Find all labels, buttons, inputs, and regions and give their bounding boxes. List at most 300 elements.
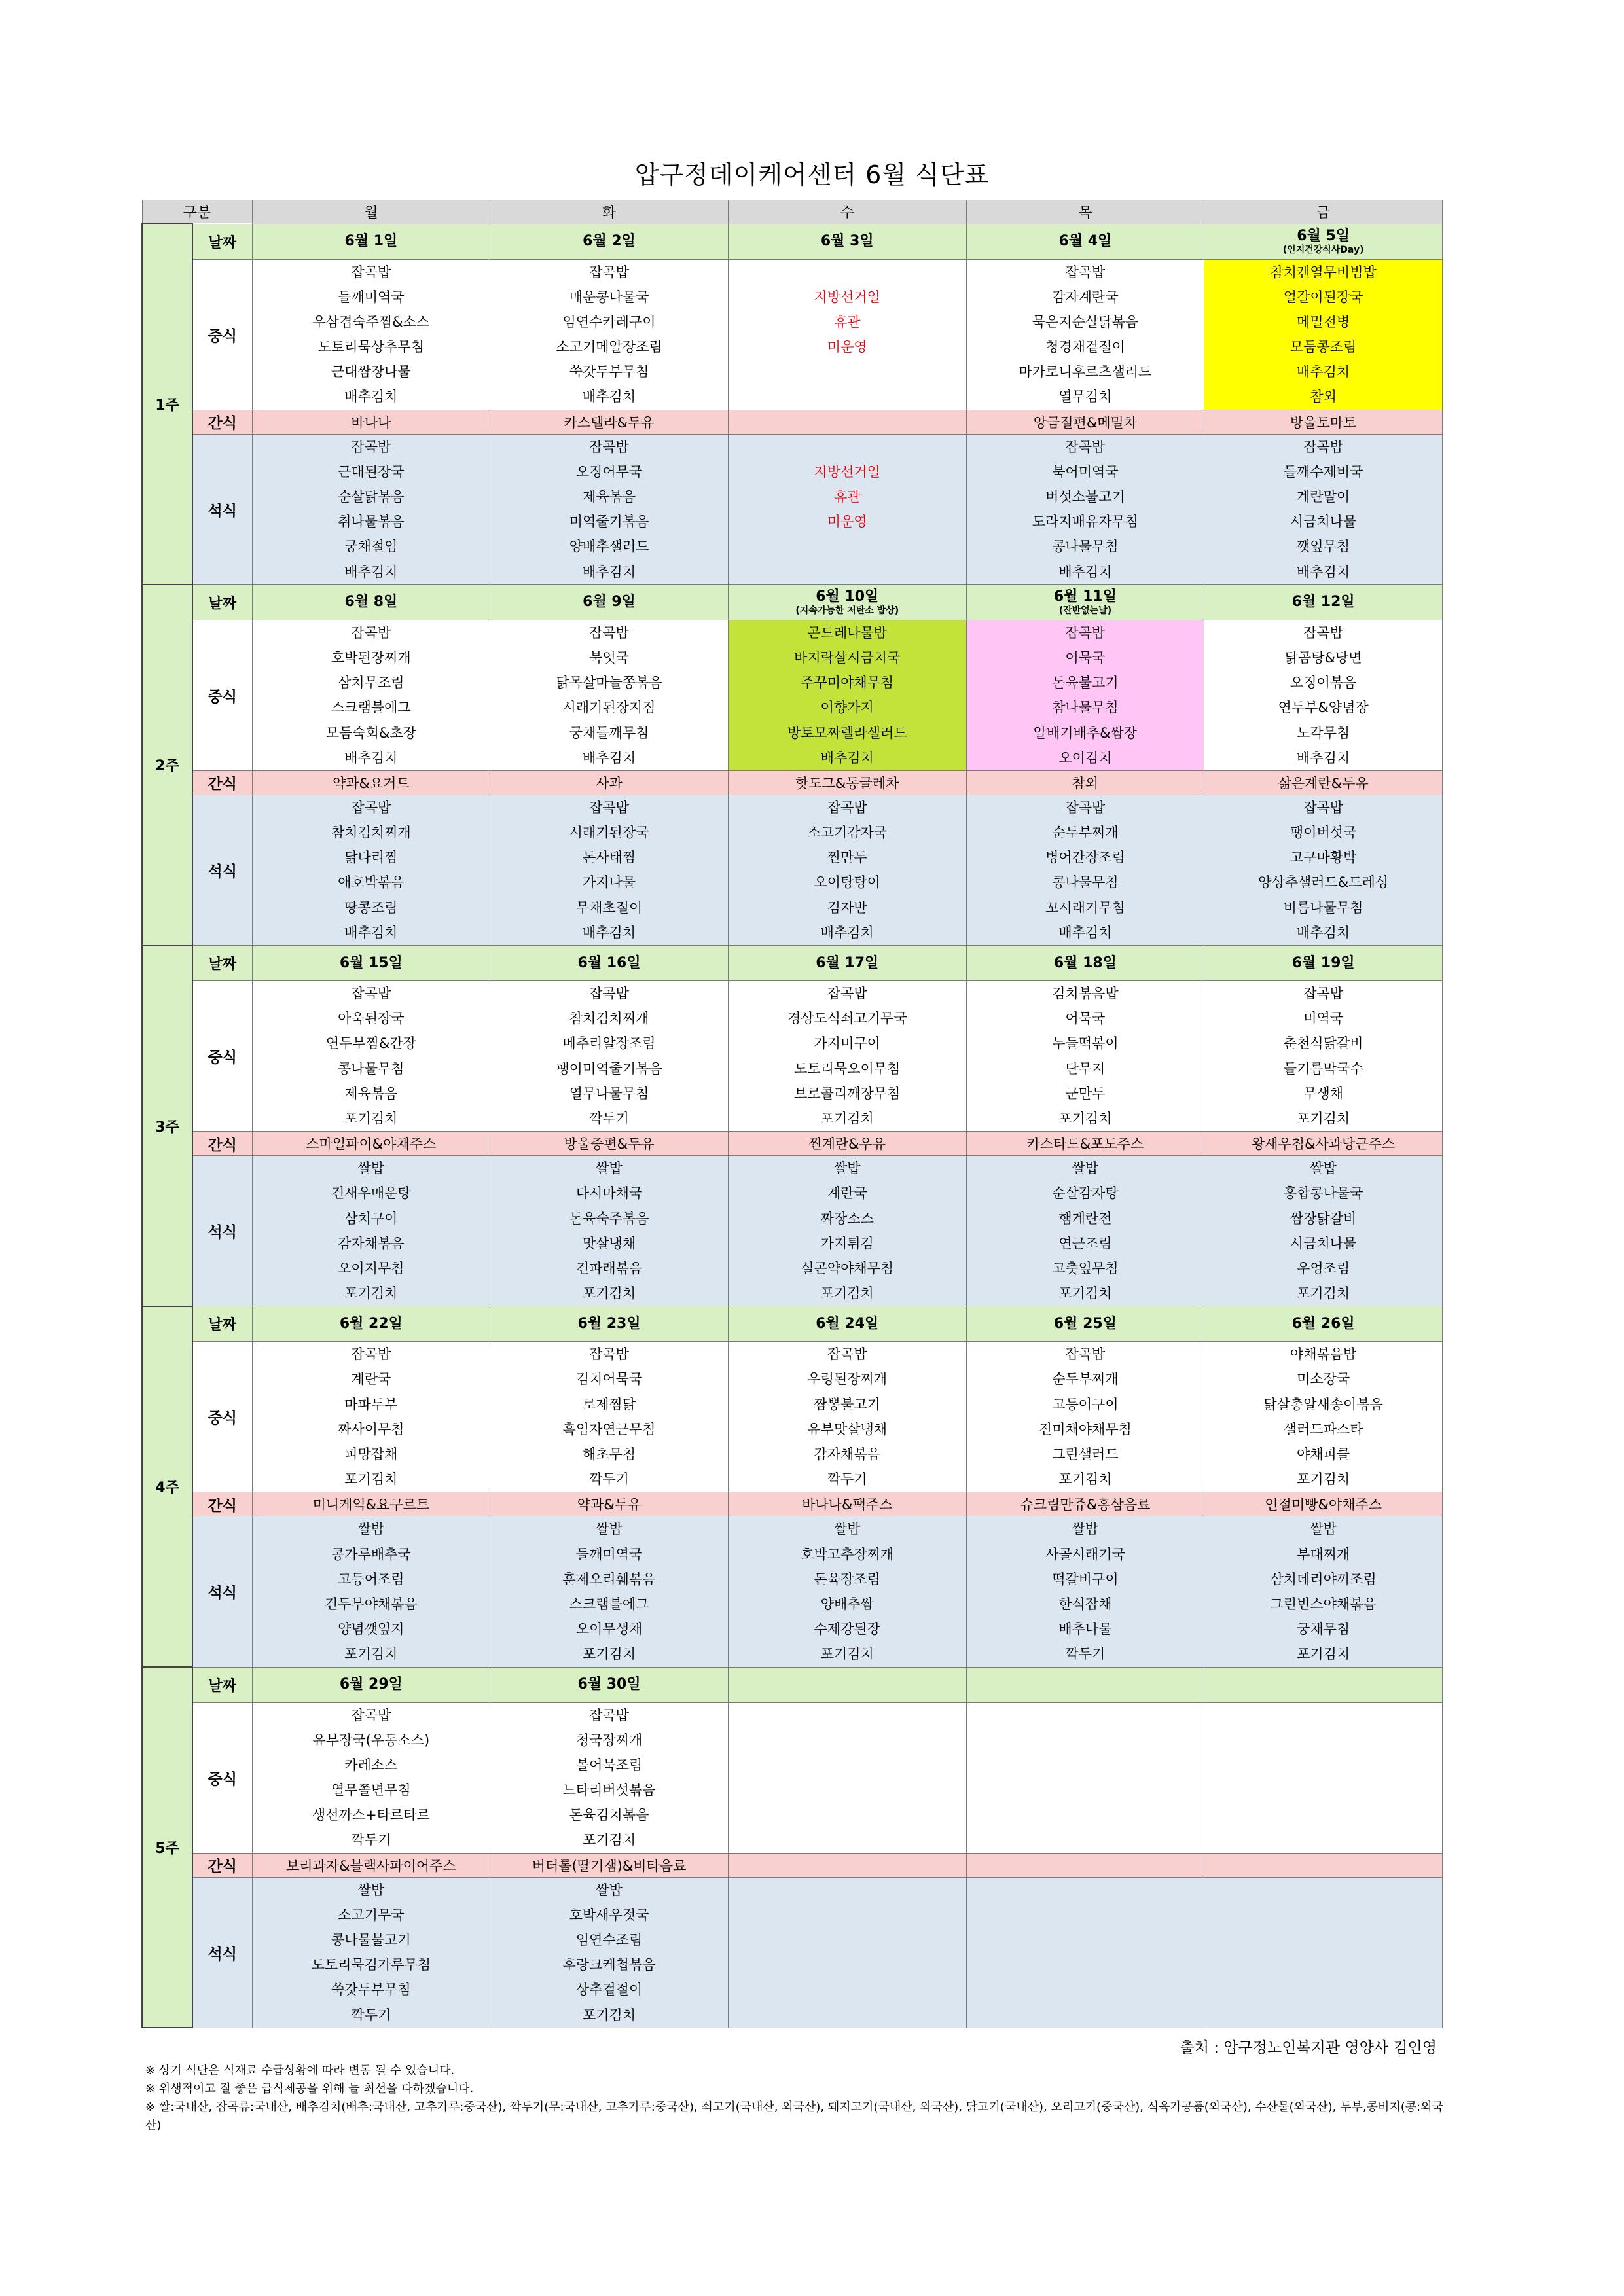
snack-cell-tue: 방울증편&두유: [490, 1132, 729, 1156]
menu-item: 취나물볶음: [338, 514, 405, 530]
menu-item: 묵은지순살닭볶음: [1032, 314, 1139, 330]
menu-item: 계란국: [827, 1185, 867, 1202]
menu-item: 누들떡볶이: [1052, 1035, 1119, 1052]
lunch-cell-thu: [966, 620, 1204, 770]
menu-item: [729, 560, 966, 584]
menu-item: 포기김치: [820, 1285, 874, 1302]
menu-item: [1204, 1803, 1442, 1827]
snack-cell-fri: 인절미빵&야채주스: [1204, 1492, 1443, 1516]
menu-item: 버섯소불고기: [1045, 489, 1125, 505]
menu-item: 소고기무국: [338, 1907, 405, 1923]
menu-item: 잡곡밥: [1303, 624, 1344, 641]
snack-cell-mon: 스마일파이&야채주스: [252, 1132, 490, 1156]
menu-item: 소고기메알장조림: [556, 339, 662, 355]
snack-cell-tue: 약과&두유: [490, 1492, 729, 1516]
menu-item: [967, 1903, 1204, 1928]
menu-item: 참치김치찌개: [569, 1011, 649, 1027]
lunch-row: [142, 981, 1443, 1132]
menu-item: 쌀밥: [1072, 1521, 1099, 1537]
lunch-label: 중식: [192, 981, 252, 1132]
lunch-cell-tue: [490, 1342, 729, 1492]
date-cell-fri: [1204, 1667, 1443, 1702]
menu-item: 쌀밥: [1310, 1521, 1337, 1537]
notes: [145, 2062, 1448, 2135]
date-label: 날짜: [192, 1667, 252, 1702]
snack-cell-mon: 미니케익&요구르트: [252, 1492, 490, 1516]
week-label: 4주: [142, 1306, 192, 1667]
menu-item: 어향가지: [820, 700, 874, 716]
menu-item: 잡곡밥: [351, 986, 391, 1001]
menu-item: 미운영: [827, 339, 867, 355]
date-text: 6월 11일: [1053, 588, 1117, 605]
menu-item: 미운영: [827, 514, 867, 530]
menu-item: 콩나물무침: [1052, 874, 1119, 891]
week-label: 1주: [142, 224, 192, 584]
menu-item: 그린샐러드: [1052, 1446, 1119, 1462]
snack-label: 간식: [192, 1132, 252, 1156]
dinner-cell-thu: [966, 1877, 1204, 2028]
date-text: 6월 29일: [339, 1676, 403, 1693]
menu-item: 지방선거일: [814, 289, 880, 305]
dinner-cell-thu: [966, 1156, 1204, 1306]
date-text: 6월 17일: [816, 954, 879, 971]
menu-item: 모둠콩조림: [1290, 339, 1357, 355]
menu-item: 사골시래기국: [1045, 1546, 1125, 1562]
menu-item: 콩나물불고기: [331, 1932, 411, 1948]
menu-item: [1204, 1878, 1442, 1903]
date-cell-thu: [966, 584, 1204, 620]
snack-cell-thu: 카스타드&포도주스: [966, 1132, 1204, 1156]
date-cell-mon: [252, 584, 490, 620]
snack-cell-tue: 버터롤(딸기잼)&비타음료: [490, 1853, 729, 1877]
menu-item: 쌀밥: [596, 1882, 623, 1898]
menu-item: 호박새우젓국: [569, 1907, 649, 1923]
menu-item: 짜장소스: [820, 1210, 874, 1227]
menu-item: 후랑크케첩볶음: [562, 1957, 656, 1973]
menu-item: [1204, 1753, 1442, 1778]
menu-item: 돈육숙주볶음: [569, 1210, 649, 1227]
lunch-cell-tue: [490, 981, 729, 1132]
menu-item: 닭다리찜: [344, 850, 398, 866]
menu-item: 쑥갓두부무침: [331, 1982, 411, 1998]
menu-item: 배추김치: [820, 749, 874, 766]
date-cell-fri: [1204, 224, 1443, 259]
menu-item: 근대쌈장나물: [331, 364, 411, 380]
snack-label: 간식: [192, 1853, 252, 1877]
lunch-cell-tue: [490, 259, 729, 410]
menu-item: 잡곡밥: [827, 986, 867, 1001]
snack-cell-thu: 슈크림만쥬&홍삼음료: [966, 1492, 1204, 1516]
menu-item: 곤드레나물밥: [807, 624, 888, 641]
dinner-row: [142, 1877, 1443, 2028]
menu-item: 고등어조림: [338, 1571, 405, 1587]
menu-item: 잡곡밥: [1303, 799, 1344, 816]
dinner-label: 석식: [192, 434, 252, 584]
menu-item: 실곤약야채무침: [801, 1260, 894, 1276]
dinner-cell-fri: [1204, 434, 1443, 584]
date-cell-mon: [252, 946, 490, 981]
menu-item: 콩나물무침: [338, 1060, 405, 1077]
menu-item: 잡곡밥: [351, 1707, 391, 1723]
menu-item: [729, 1778, 966, 1803]
menu-item: 잡곡밥: [1065, 799, 1106, 816]
lunch-row: [142, 1342, 1443, 1492]
menu-item: 스크램블에그: [331, 700, 411, 716]
dinner-row: [142, 434, 1443, 584]
date-cell-wed: [728, 224, 966, 259]
lunch-cell-wed: [728, 259, 966, 410]
menu-item: 깻잎무침: [1297, 539, 1350, 555]
menu-item: 애호박볶음: [338, 874, 405, 891]
dinner-cell-tue: [490, 1877, 729, 2028]
menu-item: 포기김치: [344, 1471, 398, 1488]
menu-item: 미소장국: [1297, 1371, 1350, 1388]
menu-item: 오이김치: [1058, 749, 1112, 766]
dinner-cell-thu: [966, 1516, 1204, 1667]
snack-label: 간식: [192, 770, 252, 795]
menu-item: 순두부찌개: [1052, 825, 1119, 841]
menu-item: 잡곡밥: [827, 1346, 867, 1363]
menu-item: 오징어볶음: [1290, 675, 1357, 691]
source-credit: 출처 : 압구정노인복지관 영양사 김인영: [1180, 2039, 1437, 2056]
menu-item: 포기김치: [1297, 1285, 1350, 1302]
snack-cell-tue: 카스텔라&두유: [490, 410, 729, 434]
date-cell-mon: [252, 224, 490, 259]
dinner-row: [142, 1516, 1443, 1667]
menu-item: 연두부찜&간장: [325, 1035, 416, 1052]
date-row: [142, 224, 1443, 259]
menu-item: [729, 260, 966, 285]
menu-item: [1204, 2003, 1442, 2028]
menu-item: 깍두기: [827, 1471, 867, 1488]
dinner-cell-tue: [490, 1156, 729, 1306]
menu-item: [1204, 1928, 1442, 1952]
menu-item: 유부장국(우동소스): [312, 1732, 430, 1748]
menu-item: [1204, 1977, 1442, 2002]
menu-item: 소고기감자국: [807, 825, 888, 841]
menu-item: 포기김치: [582, 2007, 636, 2023]
menu-item: 포기김치: [582, 1285, 636, 1302]
snack-row: [142, 1492, 1443, 1516]
menu-item: 계란국: [351, 1371, 391, 1388]
dinner-cell-fri: [1204, 1877, 1443, 2028]
menu-item: 궁채무침: [1297, 1621, 1350, 1638]
menu-item: [729, 1803, 966, 1827]
menu-item: 깍두기: [351, 1832, 391, 1848]
header-tue: 화: [490, 200, 729, 224]
menu-item: 포기김치: [344, 1646, 398, 1662]
menu-item: 시금치나물: [1290, 1235, 1357, 1251]
menu-item: 잡곡밥: [589, 1346, 629, 1363]
menu-item: 가지튀김: [820, 1235, 874, 1251]
lunch-cell-mon: [252, 981, 490, 1132]
menu-item: [729, 1977, 966, 2002]
menu-item: [967, 1778, 1204, 1803]
menu-item: 배추김치: [582, 389, 636, 405]
menu-item: 짬뽕불고기: [814, 1396, 880, 1412]
menu-item: [967, 1952, 1204, 1977]
dinner-cell-thu: [966, 434, 1204, 584]
date-cell-thu: [966, 946, 1204, 981]
menu-item: 짜사이무침: [338, 1421, 405, 1437]
menu-item: 쌀밥: [596, 1160, 623, 1177]
lunch-cell-wed: [728, 981, 966, 1132]
snack-row: [142, 410, 1443, 434]
dinner-cell-tue: [490, 1516, 729, 1667]
menu-item: [729, 359, 966, 384]
menu-item: 어묵국: [1065, 1011, 1106, 1027]
lunch-label: 중식: [192, 1702, 252, 1853]
menu-item: [1204, 1703, 1442, 1728]
menu-item: [729, 1827, 966, 1852]
menu-item: [967, 1703, 1204, 1728]
menu-item: 휴관: [833, 314, 861, 330]
menu-item: 돈사태찜: [582, 850, 636, 866]
menu-item: 우렁된장찌개: [807, 1371, 888, 1388]
menu-item: [1204, 1778, 1442, 1803]
menu-item: 도라지배유자무침: [1032, 514, 1139, 530]
menu-item: 양상추샐러드&드레싱: [1258, 874, 1389, 891]
menu-item: [729, 1753, 966, 1778]
menu-item: 피망잡채: [344, 1446, 398, 1462]
date-text: 6월 23일: [577, 1315, 641, 1332]
menu-item: 삼치구이: [344, 1210, 398, 1227]
menu-item: 북엇국: [589, 649, 629, 666]
menu-item: 쌀밥: [596, 1521, 623, 1537]
menu-item: 팽이미역줄기볶음: [556, 1060, 662, 1077]
menu-item: 잡곡밥: [1065, 439, 1106, 455]
snack-cell-fri: [1204, 1853, 1443, 1877]
menu-item: 해초무침: [582, 1446, 636, 1462]
menu-item: 배추김치: [1297, 749, 1350, 766]
date-row: [142, 584, 1443, 620]
menu-item: 로제찜닭: [582, 1396, 636, 1412]
menu-item: 감자계란국: [1052, 289, 1119, 305]
menu-item: 시래기된장국: [569, 825, 649, 841]
menu-item: 돈육장조림: [814, 1571, 880, 1587]
menu-item: 모듬숙회&초장: [325, 725, 416, 741]
menu-item: [967, 1803, 1204, 1827]
menu-item: 유부맛살냉채: [807, 1421, 888, 1437]
menu-item: 잡곡밥: [351, 264, 391, 280]
menu-item: 쌈장닭갈비: [1290, 1210, 1357, 1227]
snack-cell-wed: [728, 1853, 966, 1877]
snack-cell-mon: 바나나: [252, 410, 490, 434]
menu-item: 건새우매운탕: [331, 1185, 411, 1202]
menu-item: 잡곡밥: [1303, 439, 1344, 455]
menu-item: 콩나물무침: [1052, 539, 1119, 555]
date-text: 6월 4일: [1058, 233, 1112, 249]
date-text: 6월 26일: [1291, 1315, 1355, 1332]
menu-item: 도토리묵김가루무침: [311, 1957, 431, 1973]
dinner-cell-fri: [1204, 1516, 1443, 1667]
menu-item: 포기김치: [1058, 1471, 1112, 1488]
menu-item: 근대된장국: [338, 463, 405, 480]
menu-item: 햄계란전: [1058, 1210, 1112, 1227]
lunch-cell-tue: [490, 620, 729, 770]
menu-item: 깍두기: [589, 1110, 629, 1126]
menu-item: 임연수카레구이: [562, 314, 656, 330]
week-label: 5주: [142, 1667, 192, 2028]
date-cell-fri: [1204, 584, 1443, 620]
menu-item: 알배기배추&쌈장: [1033, 725, 1138, 741]
menu-item: [967, 2003, 1204, 2028]
date-text: 6월 30일: [577, 1676, 641, 1693]
menu-item: 쑥갓두부무침: [569, 364, 649, 380]
snack-cell-thu: 앙금절편&메밀차: [966, 410, 1204, 434]
menu-item: 궁채절임: [344, 539, 398, 555]
menu-item: 느타리버섯볶음: [562, 1782, 656, 1799]
dinner-cell-wed: [728, 795, 966, 945]
menu-item: 김치볶음밥: [1052, 986, 1119, 1001]
menu-item: 생선까스+타르타르: [312, 1807, 430, 1823]
lunch-cell-mon: [252, 259, 490, 410]
menu-item: 잡곡밥: [351, 1346, 391, 1363]
menu-item: [967, 1827, 1204, 1852]
menu-item: 우삼겹숙주찜&소스: [312, 314, 430, 330]
lunch-cell-thu: [966, 981, 1204, 1132]
dinner-label: 석식: [192, 1516, 252, 1667]
dinner-row: [142, 795, 1443, 945]
date-cell-fri: [1204, 946, 1443, 981]
date-row: [142, 1306, 1443, 1342]
menu-item: 청국장찌개: [575, 1732, 643, 1748]
menu-item: 샐러드파스타: [1283, 1421, 1363, 1437]
menu-item: 도토리묵상추무침: [317, 339, 424, 355]
lunch-cell-thu: [966, 1702, 1204, 1853]
menu-item: [967, 1977, 1204, 2002]
date-text: 6월 10일: [816, 588, 879, 605]
date-text: 6월 24일: [816, 1315, 879, 1332]
menu-item: [1204, 1728, 1442, 1753]
menu-item: 참치김치찌개: [331, 825, 411, 841]
menu-item: [1204, 1827, 1442, 1852]
menu-item: 경상도식쇠고기무국: [787, 1011, 907, 1027]
note-line: ※ 상기 식단은 식재료 수급상황에 따라 변동 될 수 있습니다.: [145, 2064, 455, 2077]
date-note: (잔반없는날): [1058, 605, 1112, 617]
menu-item: 순두부찌개: [1052, 1371, 1119, 1388]
menu-item: 감자채볶음: [814, 1446, 880, 1462]
menu-item: 쌀밥: [1310, 1160, 1337, 1177]
dinner-cell-mon: [252, 1516, 490, 1667]
menu-item: 배추김치: [1297, 564, 1350, 580]
lunch-label: 중식: [192, 620, 252, 770]
date-text: 6월 8일: [344, 594, 398, 611]
menu-item: 연두부&양념장: [1278, 700, 1369, 716]
menu-item: 임연수조림: [575, 1932, 643, 1948]
menu-item: 훈제오리훼볶음: [562, 1571, 656, 1587]
menu-item: 돈육불고기: [1052, 675, 1119, 691]
menu-item: 깍두기: [1065, 1646, 1106, 1662]
menu-item: 잡곡밥: [351, 439, 391, 455]
menu-item: 북어미역국: [1052, 463, 1119, 480]
menu-item: [729, 435, 966, 459]
date-text: 6월 12일: [1291, 594, 1355, 611]
menu-item: 우엉조림: [1297, 1260, 1350, 1276]
lunch-cell-fri: [1204, 259, 1443, 410]
menu-item: 시금치나물: [1290, 514, 1357, 530]
date-row: [142, 946, 1443, 981]
menu-item: 마카로니후르츠샐러드: [1019, 364, 1152, 380]
lunch-cell-mon: [252, 620, 490, 770]
date-text: 6월 19일: [1291, 954, 1355, 971]
lunch-cell-mon: [252, 1342, 490, 1492]
menu-item: 잡곡밥: [589, 1707, 629, 1723]
menu-item: 춘천식닭갈비: [1283, 1035, 1363, 1052]
menu-item: 오이지무침: [338, 1260, 405, 1276]
lunch-cell-tue: [490, 1702, 729, 1853]
menu-item: 배추김치: [1297, 364, 1350, 380]
lunch-cell-fri: [1204, 981, 1443, 1132]
menu-item: 오징어무국: [575, 463, 643, 480]
menu-item: 시래기된장지짐: [562, 700, 656, 716]
dinner-cell-mon: [252, 1156, 490, 1306]
header-fri: 금: [1204, 200, 1443, 224]
menu-item: 그린빈스야채볶음: [1270, 1596, 1377, 1612]
header-mon: 월: [252, 200, 490, 224]
date-cell-wed: [728, 584, 966, 620]
menu-item: 잡곡밥: [1303, 986, 1344, 1001]
menu-item: 호박된장찌개: [331, 649, 411, 666]
dinner-cell-mon: [252, 1877, 490, 2028]
menu-table: [141, 200, 1443, 2028]
menu-item: 연근조림: [1058, 1235, 1112, 1251]
menu-item: 양념깻잎지: [338, 1621, 405, 1638]
menu-item: 홍합콩나물국: [1283, 1185, 1363, 1202]
snack-label: 간식: [192, 1492, 252, 1516]
dinner-cell-wed: [728, 434, 966, 584]
menu-item: 포기김치: [1297, 1646, 1350, 1662]
menu-item: 잡곡밥: [1065, 1346, 1106, 1363]
menu-item: 한식잡채: [1058, 1596, 1112, 1612]
snack-cell-mon: 보리과자&블랙사파이어주스: [252, 1853, 490, 1877]
menu-item: 수제강된장: [814, 1621, 880, 1638]
menu-item: 배추김치: [1058, 924, 1112, 941]
menu-item: 부대찌개: [1297, 1546, 1350, 1562]
menu-item: 고춧잎무침: [1052, 1260, 1119, 1276]
menu-item: 팽이버섯국: [1290, 825, 1357, 841]
menu-item: 건파래볶음: [575, 1260, 643, 1276]
menu-item: 배추김치: [582, 749, 636, 766]
menu-item: [967, 1753, 1204, 1778]
date-text: 6월 2일: [583, 233, 636, 249]
dinner-cell-mon: [252, 434, 490, 584]
menu-item: 청경채겉절이: [1045, 339, 1125, 355]
dinner-cell-mon: [252, 795, 490, 945]
date-note: (인지건강식사Day): [1282, 245, 1364, 255]
menu-item: 잡곡밥: [351, 799, 391, 816]
menu-item: 오이무생채: [575, 1621, 643, 1638]
menu-item: 볼어묵조림: [575, 1757, 643, 1773]
date-row: [142, 1667, 1443, 1702]
menu-item: 단무지: [1065, 1060, 1106, 1077]
snack-cell-fri: 방울토마토: [1204, 410, 1443, 434]
menu-item: 고등어구이: [1052, 1396, 1119, 1412]
lunch-row: [142, 259, 1443, 410]
date-label: 날짜: [192, 1306, 252, 1342]
dinner-label: 석식: [192, 1156, 252, 1306]
date-text: 6월 18일: [1053, 954, 1117, 971]
menu-item: 쌀밥: [833, 1160, 861, 1177]
menu-item: 감자채볶음: [338, 1235, 405, 1251]
lunch-cell-wed: [728, 1702, 966, 1853]
dinner-label: 석식: [192, 1877, 252, 2028]
dinner-cell-wed: [728, 1156, 966, 1306]
menu-item: 다시마채국: [575, 1185, 643, 1202]
lunch-row: [142, 1702, 1443, 1853]
menu-item: 들깨미역국: [575, 1546, 643, 1562]
menu-item: 열무쫄면무침: [331, 1782, 411, 1799]
